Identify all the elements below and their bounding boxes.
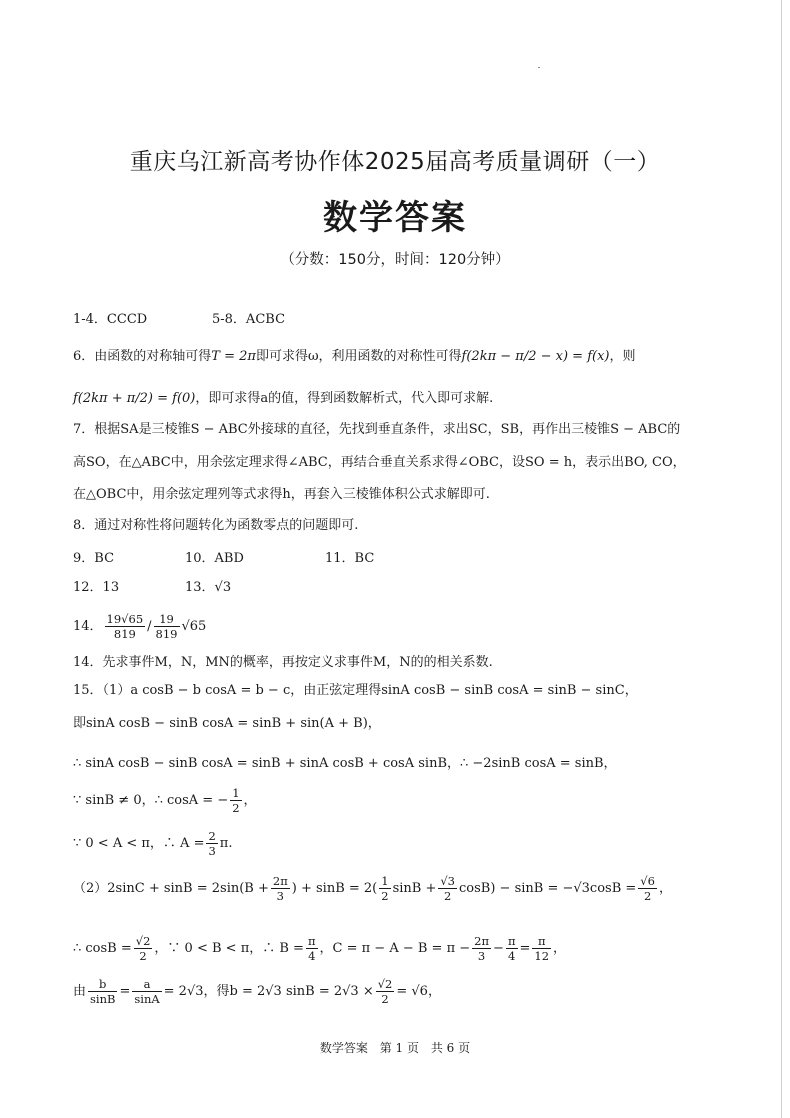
q8-line: 8．通过对称性将问题转化为函数零点的问题即可.	[73, 518, 359, 533]
answers-1-4: 1-4．CCCD	[73, 312, 148, 327]
q7-line-1: 7．根据SA是三棱锥S − ABC外接球的直径，先找到垂直条件，求出SC，SB，再作出三棱锥S − ABC的	[73, 422, 681, 437]
q15-part2-line-3: 由 $\frac{b}{\sin B}$ = $\frac{a}{\sin A}$ = 2√3，得b = 2√3 sinB = 2√3 × $\frac{√2}{2}$ = √6，	[73, 977, 441, 1006]
q13-answer: 13．√3	[185, 580, 232, 595]
q14-answer: 14． $\frac{19√65}{819}$ / $\frac{19}{819}$ √65	[73, 612, 207, 641]
q15-line-2: 即sinA cosB − sinB cosA = sinB + sin(A + B)，	[73, 716, 381, 731]
exam-meta: （分数：150分，时间：120分钟）	[280, 252, 510, 268]
q15-part2-line-1: （2）2sinC + sinB = 2sin(B + $\frac{2\pi}{3}$ ) + sinB = 2( $\frac{1}{2}$ sinB + $\frac{√3}{2}$ cosB) − sinB = −√3cosB = $\frac{√6}{2}$ ，	[73, 874, 672, 903]
q15-line-4: ∵ sinB ≠ 0，∴ cosA = − $\frac{1}{2}$ ，	[73, 786, 257, 815]
q10-answer: 10．ABD	[185, 551, 244, 566]
footer-page-number: 第 1 页	[379, 1041, 419, 1055]
footer-total-pages: 共 6 页	[430, 1041, 471, 1055]
q7-line-2: 高SO，在△ABC中，用余弦定理求得∠ABC，再结合垂直关系求得∠OBC，设SO = h，表示出BO, CO，	[73, 455, 686, 470]
document-title: 重庆乌江新高考协作体2025届高考质量调研（一）	[129, 149, 661, 175]
footer-doc-name: 数学答案	[319, 1041, 368, 1055]
page-footer	[0, 1039, 790, 1056]
q15-line-3: ∴ sinA cosB − sinB cosA = sinB + sinA cosB + cosA sinB，∴ −2sinB cosA = sinB，	[73, 756, 617, 771]
q6-line-1: 6．由函数的对称轴可得T = 2π即可求得ω，利用函数的对称性可得f(2kπ − π/2 − x) = f(x)，则	[73, 349, 636, 364]
q12-answer: 12．13	[73, 580, 120, 595]
q14-explanation: 14．先求事件M，N，MN的概率，再按定义求事件M，N的的相关系数.	[73, 655, 493, 670]
q7-line-3: 在△OBC中，用余弦定理列等式求得h，再套入三棱锥体积公式求解即可.	[73, 487, 490, 502]
q6-line-2: f(2kπ + π/2) = f(0)，即可求得a的值，得到函数解析式，代入即可求解.	[73, 391, 494, 406]
q15-line-5: ∵ 0 < A < π，∴ A = $\frac{2}{3}$ π.	[73, 829, 233, 858]
scan-mark	[538, 67, 540, 68]
q15-part2-line-2: ∴ cosB = $\frac{√2}{2}$ ，∵ 0 < B < π，∴ B = $\frac{\pi}{4}$ ，C = π − A − B = π − $\frac{2\pi}{3}$ − $\frac{\pi}{4}$ = $\frac{\pi}{12}$ ，	[73, 934, 567, 963]
document-subtitle: 数学答案	[323, 198, 467, 238]
q9-answer: 9．BC	[73, 551, 115, 566]
q15-line-1: 15．（1）a cosB − b cosA = b − c，由正弦定理得sinA cosB − sinB cosA = sinB − sinC，	[73, 683, 638, 698]
q11-answer: 11．BC	[325, 551, 375, 566]
answers-5-8: 5-8．ACBC	[212, 312, 286, 327]
